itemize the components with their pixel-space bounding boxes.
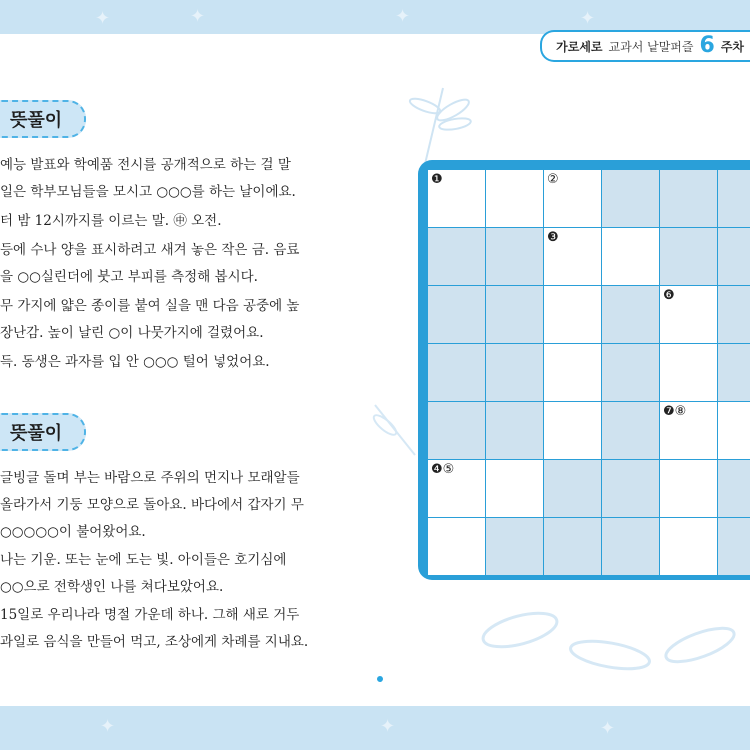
section-label-across (0, 100, 86, 138)
crossword-answer-cell[interactable] (660, 344, 717, 401)
bone-icon: ✦ (380, 716, 396, 737)
clue-line: 나는 기운. 또는 눈에 도는 빛. 아이들은 호기심에 (0, 552, 287, 568)
clue-line: 터 밤 12시까지를 이르는 말. ㊥ 오전. (0, 213, 222, 229)
dragonfly-icon (365, 395, 425, 465)
section-label-down (0, 413, 86, 451)
clue-number: ❸ (547, 230, 559, 245)
crossword-blocked-cell (602, 344, 659, 401)
clue-number: ❹⑤ (431, 462, 455, 477)
clue-number: ❼⑧ (663, 404, 687, 419)
clue-line: 예능 발표와 학예품 전시를 공개적으로 하는 걸 말 (0, 157, 291, 173)
header-title-rest: 교과서 낱말퍼즐 (608, 39, 694, 54)
bone-icon: ✦ (100, 716, 116, 737)
crossword-answer-cell[interactable] (428, 518, 485, 575)
section-label-text: 뜻풀이 (10, 110, 63, 131)
clue-line: ○○○○○이 불어왔어요. (0, 524, 146, 540)
crossword-blocked-cell (544, 460, 601, 517)
crossword-answer-cell[interactable] (544, 402, 601, 459)
crossword-blocked-cell (428, 344, 485, 401)
clue-line: 등에 수나 양을 표시하려고 새겨 놓은 작은 금. 음료 (0, 242, 300, 258)
clue-line: 장난감. 높이 날린 ○이 나뭇가지에 걸렸어요. (0, 325, 264, 341)
crossword-blocked-cell (486, 344, 543, 401)
crossword-answer-cell[interactable] (544, 228, 601, 285)
crossword-answer-cell[interactable] (660, 518, 717, 575)
bone-icon: ✦ (95, 8, 111, 29)
dragonfly-icon (405, 80, 475, 170)
section-label-text: 뜻풀이 (10, 423, 63, 444)
clue-line: 무 가지에 얇은 종이를 붙여 실을 맨 다음 공중에 높 (0, 298, 300, 314)
crossword-grid (428, 170, 750, 575)
crossword-blocked-cell (602, 286, 659, 343)
crossword-blocked-cell (428, 286, 485, 343)
crossword-answer-cell[interactable] (660, 460, 717, 517)
crossword-blocked-cell (602, 518, 659, 575)
crossword-blocked-cell (718, 228, 750, 285)
crossword-blocked-cell (718, 286, 750, 343)
bone-icon: ✦ (190, 6, 206, 27)
clue-line: 올라가서 기둥 모양으로 돌아요. 바다에서 갑자기 무 (0, 497, 304, 513)
crossword-blocked-cell (486, 228, 543, 285)
clue-line: 15일로 우리나라 명절 가운데 하나. 그해 새로 거두 (0, 607, 300, 623)
crossword-answer-cell[interactable] (486, 170, 543, 227)
header-title-strong: 가로세로 (556, 39, 603, 54)
crossword-answer-cell[interactable] (428, 170, 485, 227)
crossword-blocked-cell (428, 402, 485, 459)
crossword-blocked-cell (544, 518, 601, 575)
clue-line: ○○으로 전학생인 나를 쳐다보았어요. (0, 579, 224, 595)
crossword-answer-cell[interactable] (544, 286, 601, 343)
crossword-answer-cell[interactable] (544, 344, 601, 401)
bone-icon: ✦ (600, 718, 616, 739)
crossword-answer-cell[interactable] (660, 402, 717, 459)
page-center-dot (377, 676, 383, 682)
crossword-answer-cell[interactable] (428, 460, 485, 517)
crossword-blocked-cell (718, 518, 750, 575)
bone-icon: ✦ (580, 8, 596, 29)
clue-number: ❶ (431, 172, 443, 187)
clue-number: ② (547, 172, 559, 187)
crossword-answer-cell[interactable] (544, 170, 601, 227)
clue-line: 과일로 음식을 만들어 먹고, 조상에게 차례를 지내요. (0, 634, 309, 650)
clue-line: 글빙글 돌며 부는 바람으로 주위의 먼지나 모래알들 (0, 470, 300, 486)
crossword-blocked-cell (486, 402, 543, 459)
header-week-suffix: 주차 (720, 39, 744, 54)
dragonfly-icon (470, 585, 750, 695)
crossword-blocked-cell (718, 170, 750, 227)
crossword-blocked-cell (602, 402, 659, 459)
crossword-answer-cell[interactable] (602, 228, 659, 285)
crossword-answer-cell[interactable] (718, 402, 750, 459)
crossword-blocked-cell (486, 518, 543, 575)
crossword-blocked-cell (718, 344, 750, 401)
clue-line: 일은 학부모님들을 모시고 ○○○를 하는 날이에요. (0, 184, 296, 200)
page-header-tab (540, 30, 750, 62)
crossword-blocked-cell (660, 170, 717, 227)
crossword-blocked-cell (602, 460, 659, 517)
crossword-blocked-cell (660, 228, 717, 285)
crossword-blocked-cell (602, 170, 659, 227)
clue-line: 득. 동생은 과자를 입 안 ○○○ 털어 넣었어요. (0, 354, 270, 370)
crossword-blocked-cell (428, 228, 485, 285)
crossword-blocked-cell (718, 460, 750, 517)
bone-icon: ✦ (395, 6, 411, 27)
clue-number: ❻ (663, 288, 675, 303)
crossword-answer-cell[interactable] (660, 286, 717, 343)
crossword-answer-cell[interactable] (486, 460, 543, 517)
header-week-number: 6 (699, 33, 715, 58)
crossword-blocked-cell (486, 286, 543, 343)
clue-line: 을 ○○실린더에 붓고 부피를 측정해 봅시다. (0, 269, 258, 285)
